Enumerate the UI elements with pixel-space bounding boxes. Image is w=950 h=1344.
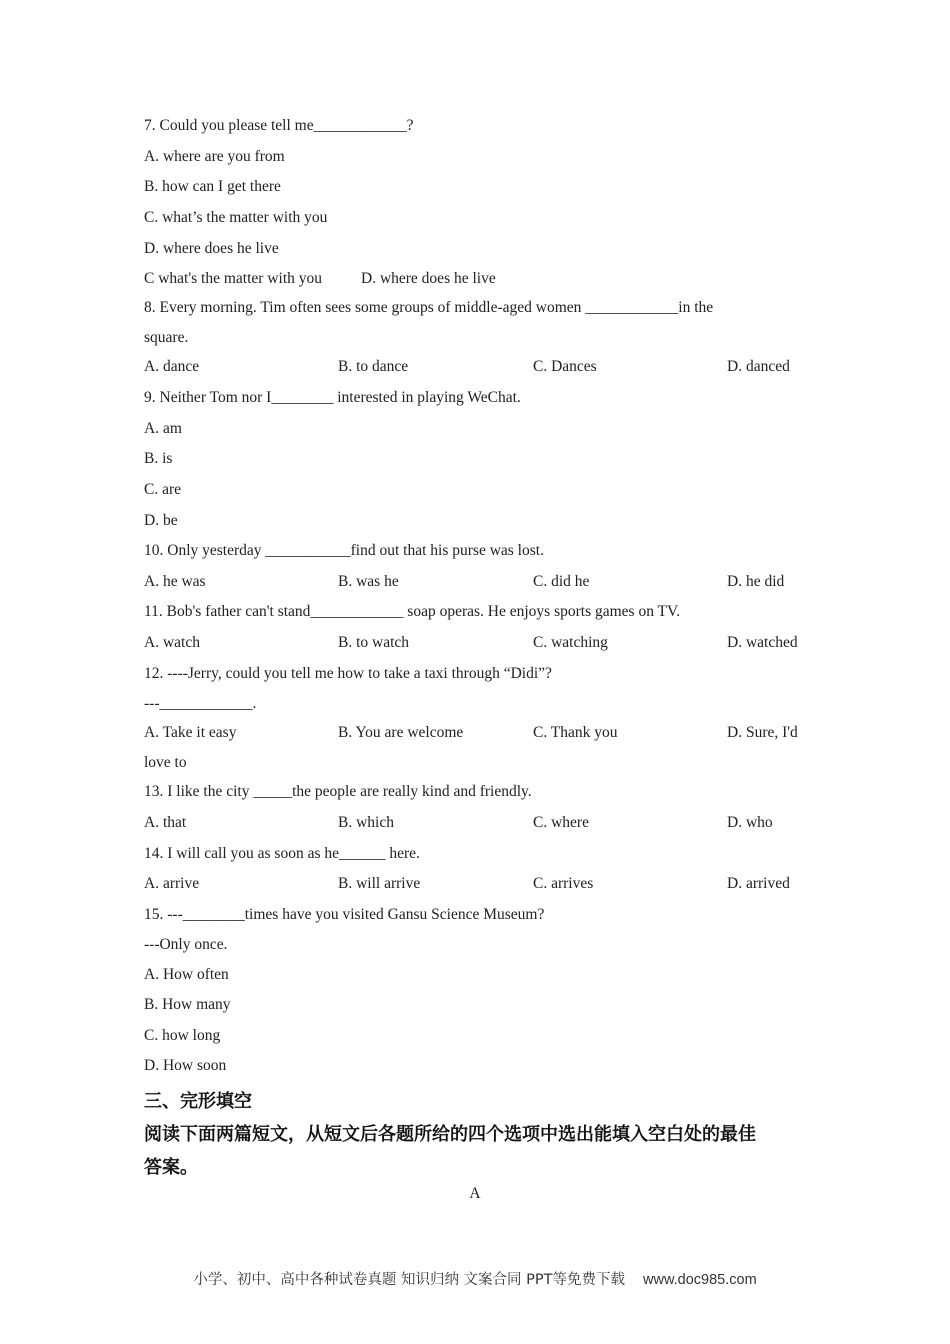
question-12-stem-line2: ---____________. (144, 695, 257, 712)
section-instruction-line2: 答案。 (144, 1157, 198, 1178)
question-9-option-b: B. is (144, 450, 173, 467)
question-9-stem: 9. Neither Tom nor I________ interested in playing WeChat. (144, 389, 521, 406)
question-11-option-d: D. watched (727, 634, 798, 651)
question-10-option-a: A. he was (144, 573, 206, 590)
question-12-option-d-wrap: love to (144, 754, 187, 771)
question-8-option-a: A. dance (144, 358, 200, 375)
question-14-option-a: A. arrive (144, 875, 200, 892)
question-12-option-c: C. Thank you (533, 724, 618, 741)
question-15-stem-line1: 15. ---________times have you visited Gansu Science Museum? (144, 906, 545, 923)
question-13-option-a: A. that (144, 814, 187, 831)
section-title: 三、完形填空 (144, 1091, 252, 1112)
question-14-stem: 14. I will call you as soon as he______ here. (144, 845, 420, 862)
question-10-option-d: D. he did (727, 573, 785, 590)
question-10-option-b: B. was he (338, 573, 399, 590)
question-8-stem-line2: square. (144, 329, 189, 346)
question-10-option-c: C. did he (533, 573, 590, 590)
question-7-option-a: A. where are you from (144, 148, 285, 165)
question-8-option-b: B. to dance (338, 358, 409, 375)
footer-text: 小学、初中、高中各种试卷真题 知识归纳 文案合同 PPT等免费下载 (193, 1272, 626, 1288)
question-15-option-c: C. how long (144, 1027, 221, 1044)
question-8-option-d: D. danced (727, 358, 790, 375)
page-footer (0, 1268, 950, 1289)
question-14-option-d: D. arrived (727, 875, 790, 892)
question-7-option-c: C. what’s the matter with you (144, 209, 328, 226)
question-12-option-a: A. Take it easy (144, 724, 237, 741)
question-9-option-c: C. are (144, 481, 182, 498)
question-14-option-b: B. will arrive (338, 875, 421, 892)
question-7-stem: 7. Could you please tell me____________? (144, 117, 414, 134)
question-7-extra-c: C what's the matter with you (144, 270, 323, 287)
question-12-stem-line1: 12. ----Jerry, could you tell me how to take a taxi through “Didi”? (144, 665, 552, 682)
question-7-extra-d: D. where does he live (361, 270, 496, 287)
question-12-option-d: D. Sure, I'd (727, 724, 798, 741)
footer-url[interactable]: www.doc985.com (643, 1272, 757, 1288)
question-11-stem: 11. Bob's father can't stand____________ soap operas. He enjoys sports games on TV. (144, 603, 681, 620)
question-8-stem-line1: 8. Every morning. Tim often sees some groups of middle-aged women ____________in the (144, 299, 714, 316)
question-15-stem-line2: ---Only once. (144, 936, 228, 953)
question-12-option-b: B. You are welcome (338, 724, 464, 741)
question-9-option-d: D. be (144, 512, 178, 529)
question-7-option-d: D. where does he live (144, 240, 279, 257)
section-instruction-line1: 阅读下面两篇短文，从短文后各题所给的四个选项中选出能填入空白处的最佳 (144, 1124, 756, 1145)
question-13-option-c: C. where (533, 814, 589, 831)
question-15-option-d: D. How soon (144, 1057, 227, 1074)
question-14-option-c: C. arrives (533, 875, 594, 892)
question-15-option-b: B. How many (144, 996, 231, 1013)
passage-label: A (469, 1185, 481, 1202)
question-9-option-a: A. am (144, 420, 182, 437)
question-11-option-a: A. watch (144, 634, 200, 651)
question-13-option-d: D. who (727, 814, 773, 831)
question-13-option-b: B. which (338, 814, 394, 831)
question-15-option-a: A. How often (144, 966, 229, 983)
question-7-option-b: B. how can I get there (144, 178, 281, 195)
question-8-option-c: C. Dances (533, 358, 597, 375)
question-10-stem: 10. Only yesterday ___________find out that his purse was lost. (144, 542, 544, 559)
question-13-stem: 13. I like the city _____the people are really kind and friendly. (144, 783, 532, 800)
question-11-option-c: C. watching (533, 634, 608, 651)
question-11-option-b: B. to watch (338, 634, 410, 651)
